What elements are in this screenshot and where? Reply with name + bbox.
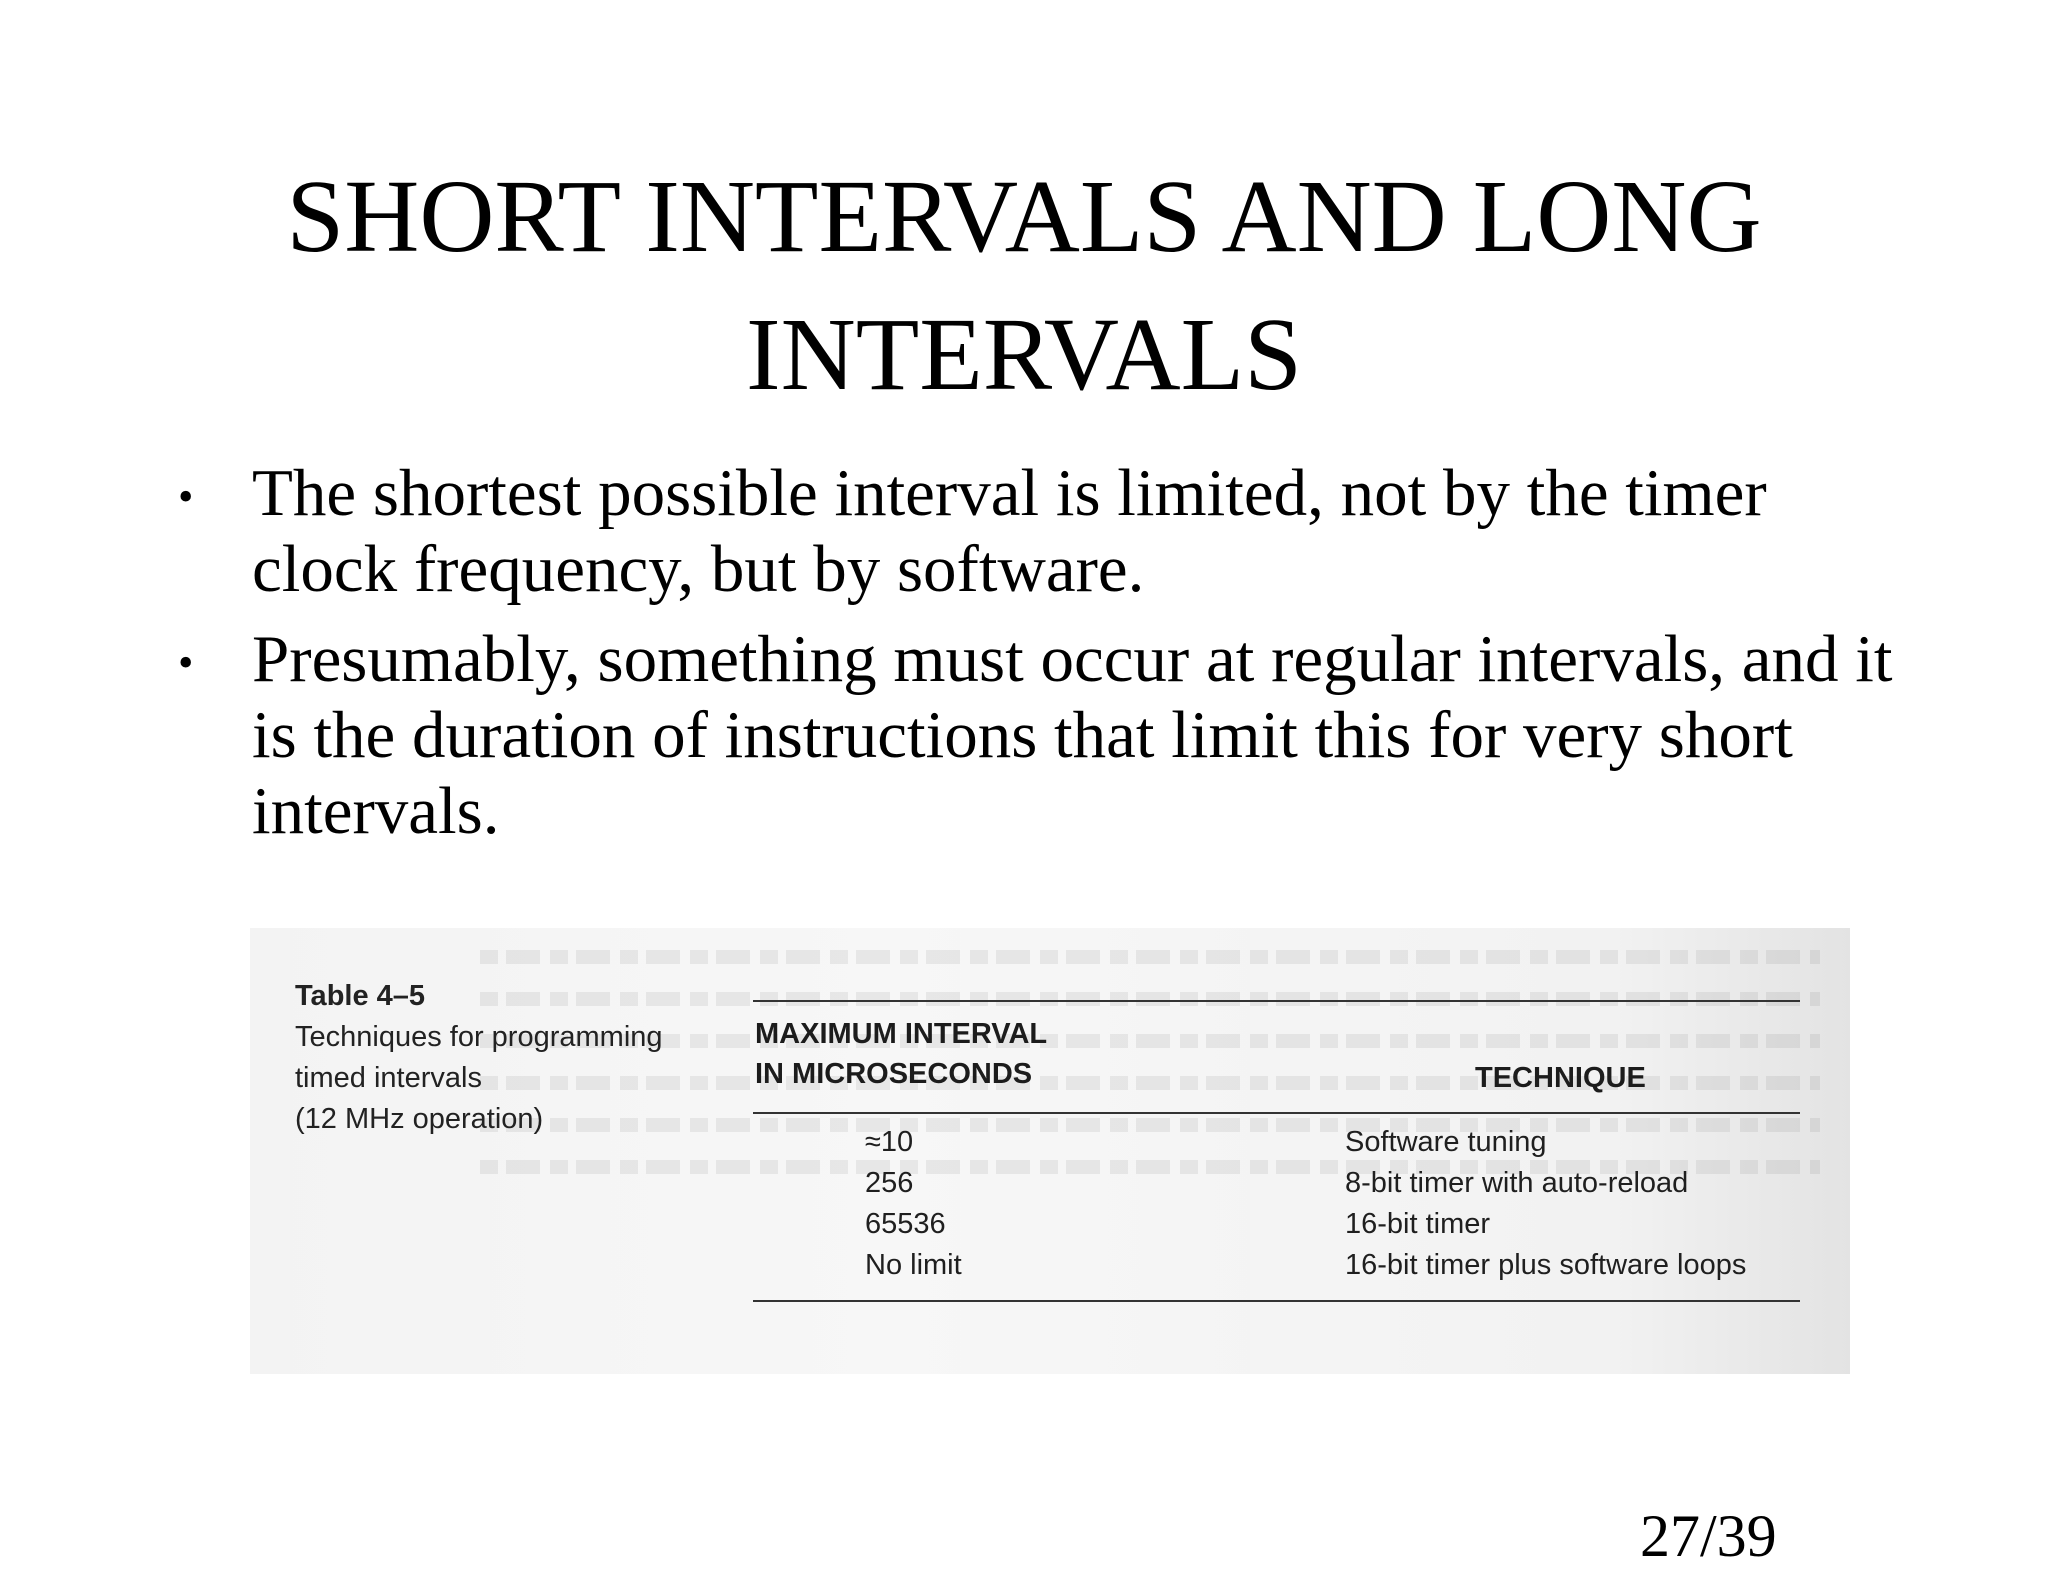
table-row [250, 1163, 1850, 1204]
bullet-text: The shortest possible interval is limited, not by the timer clock frequency, but by software. [252, 456, 1767, 606]
table-row [250, 1245, 1850, 1286]
bullet-dot-icon: • [178, 638, 194, 687]
table-body [250, 1122, 1850, 1286]
cell-interval: 256 [865, 1167, 914, 1199]
slide-title-line-2: INTERVALS [745, 297, 1302, 412]
cell-technique: 8-bit timer with auto-reload [1345, 1167, 1689, 1199]
table-header-rule [753, 1112, 1800, 1114]
cell-technique: 16-bit timer [1345, 1208, 1491, 1240]
table-caption [295, 976, 735, 1140]
cell-technique: Software tuning [1345, 1126, 1547, 1158]
page-number: 27/39 [1640, 1503, 1777, 1569]
table-row [250, 1122, 1850, 1163]
bullet-item [170, 455, 1910, 607]
bullet-item [170, 621, 1910, 849]
table-description: Techniques for programming timed intervals (12 MHz operation) [295, 1021, 663, 1135]
bullet-text: Presumably, something must occur at regular intervals, and it is the duration of instructions that limit this for very short intervals. [252, 622, 1893, 848]
bullet-dot-icon: • [178, 472, 194, 521]
scanned-table-image [250, 928, 1850, 1374]
cell-interval: No limit [865, 1249, 962, 1281]
bullet-list [170, 455, 1910, 863]
table-bottom-rule [753, 1300, 1800, 1302]
table-row [250, 1204, 1850, 1245]
slide-title [100, 148, 1948, 424]
cell-interval: 65536 [865, 1208, 946, 1240]
table-label: Table 4–5 [295, 980, 426, 1012]
cell-technique: 16-bit timer plus software loops [1345, 1249, 1747, 1281]
table-top-rule [753, 1000, 1800, 1002]
column-header-interval: MAXIMUM INTERVAL IN MICROSECONDS [755, 1018, 1048, 1090]
cell-interval: ≈10 [865, 1126, 914, 1158]
slide-title-line-1: SHORT INTERVALS AND LONG [286, 159, 1762, 274]
column-header-technique: TECHNIQUE [1475, 1062, 1646, 1094]
